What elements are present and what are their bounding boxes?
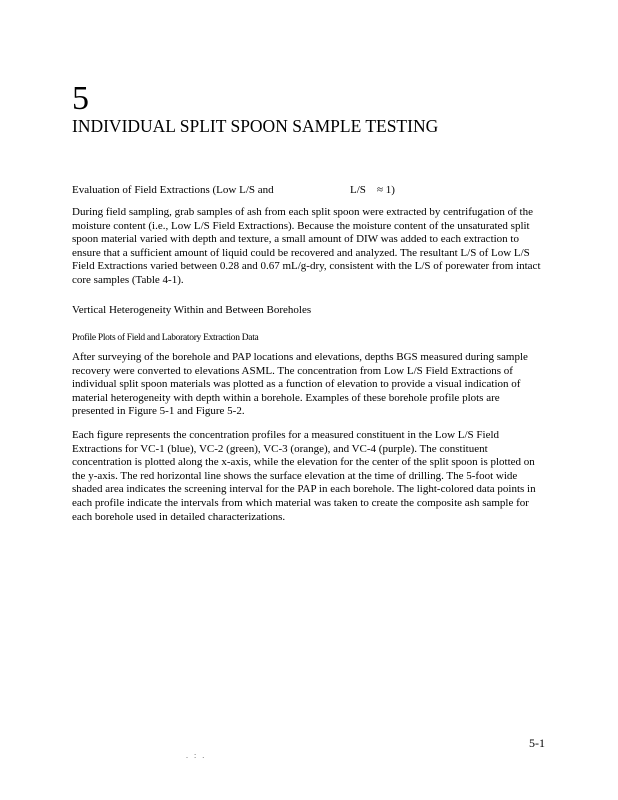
vertical-heterogeneity-heading: Vertical Heterogeneity Within and Between Boreholes [72,304,312,316]
evaluation-heading-approx: ≈ 1) [377,184,395,196]
profile-plots-heading: Profile Plots of Field and Laboratory Extraction Data [72,333,259,343]
evaluation-heading [72,183,542,197]
evaluation-heading-text: Evaluation of Field Extractions (Low L/S and [72,184,274,196]
profile-paragraph-1: After surveying of the borehole and PAP locations and elevations, depths BGS measured during sample recovery were converted to elevations ASML. The concentration from Low L/S Field Extractions of individual split spoon materials was plotted as a function of elevation to provide a visual indication of material heterogeneity with depth within a borehole. Examples of these borehole profile plots are presented in Figure 5-1 and Figure 5-2. [72,351,528,418]
footer-marks: . : . [186,751,207,760]
evaluation-heading-ls: L/S [350,184,366,196]
evaluation-paragraph: During field sampling, grab samples of ash from each split spoon were extracted by centrifugation of the moisture content (i.e., Low L/S Field Extractions). Because the moisture content of the unsaturated split spoon material varied with depth and texture, a small amount of DIW was added to each extraction to ensure that a sufficient amount of liquid could be recovered and analyzed. The resultant L/S of Low L/S Field Extractions varied between 0.28 and 0.67 mL/g-dry, consistent with the L/S of porewater from intact core samples (Table 4-1). [72,206,541,286]
chapter-number: 5 [72,80,89,117]
chapter-title: INDIVIDUAL SPLIT SPOON SAMPLE TESTING [72,116,439,136]
page-number: 5-1 [529,736,545,750]
profile-paragraph-2: Each figure represents the concentration profiles for a measured constituent in the Low L/S Field Extractions for VC-1 (blue), VC-2 (green), VC-3 (orange), and VC-4 (purple). The constituent concentration is plotted along the x-axis, while the elevation for the center of the split spoon is plotted on the y-axis. The red horizontal line shows the surface elevation at the time of drilling. The 5-foot wide shaded area indicates the screening interval for the PAP in each borehole. The light-colored data points in each profile indicate the intervals from which material was taken to create the composite ash sample for each borehole used in detailed characterizations. [72,429,536,523]
